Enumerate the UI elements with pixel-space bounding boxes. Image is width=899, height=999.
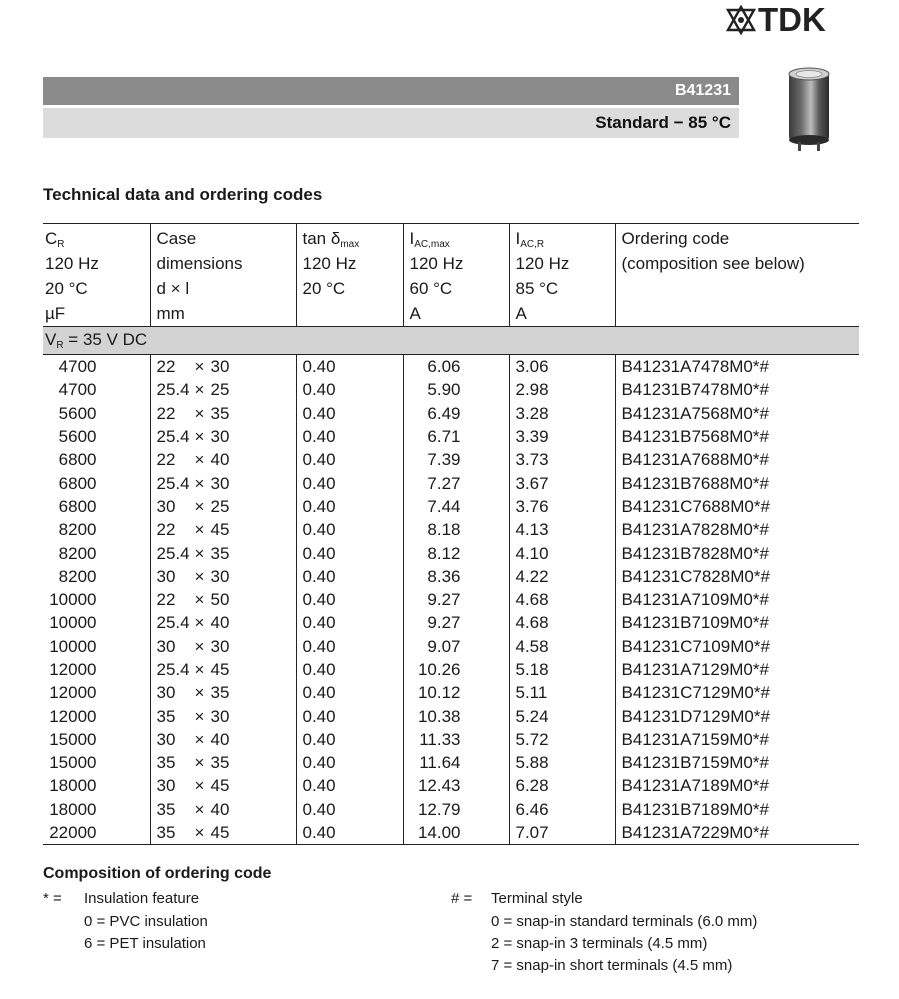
terminal-option: 7 = snap-in short terminals (4.5 mm) (491, 957, 733, 974)
times-symbol: × (194, 473, 205, 493)
times-symbol: × (194, 357, 205, 377)
table-row (43, 425, 859, 448)
times-symbol: × (194, 660, 205, 679)
times-symbol: × (194, 450, 205, 470)
terminal-label: Terminal style (491, 890, 583, 907)
case-dimensions-cell (150, 378, 296, 401)
times-symbol: × (194, 566, 205, 586)
tdk-logo (726, 2, 826, 38)
capacitance-cell: 4700 (58, 357, 97, 377)
case-dimensions-cell (150, 355, 296, 379)
iac-r-cell: 5.72 (509, 728, 615, 751)
capacitance-cell: 8200 (58, 543, 97, 563)
case-length: 40 (210, 799, 230, 819)
iac-r-cell: 3.67 (509, 471, 615, 494)
times-symbol: × (194, 520, 205, 540)
times-symbol: × (194, 427, 205, 447)
header-tan-delta: $\tan \delta_{max}$ 120 Hz 20 °C (296, 224, 403, 327)
ordering-code-cell: B41231C7129M0*# (615, 681, 859, 704)
iac-r-cell: 4.68 (509, 611, 615, 634)
capacitance-cell: 12000 (49, 660, 97, 679)
case-length: 30 (210, 636, 230, 656)
case-length: 45 (210, 660, 230, 679)
voltage-group-label: $V_R = 35$ V DC (43, 327, 859, 355)
case-diameter: 30 (156, 496, 176, 516)
case-diameter: 30 (156, 683, 176, 703)
case-diameter: 22 (156, 520, 176, 540)
insulation-symbol: * = (43, 890, 62, 907)
table-row (43, 611, 859, 634)
times-symbol: × (194, 590, 205, 610)
tan-delta-cell: 0.40 (296, 751, 403, 774)
iac-max-cell: 8.18 (403, 518, 509, 541)
capacitance-cell: 6800 (58, 496, 97, 516)
case-dimensions-cell (150, 798, 296, 821)
case-dimensions-cell (150, 471, 296, 494)
iac-r-cell: 6.28 (509, 774, 615, 797)
iac-r-cell: 5.18 (509, 658, 615, 681)
ordering-code-cell: B41231A7229M0*# (615, 821, 859, 845)
iac-r-cell: 4.68 (509, 588, 615, 611)
times-symbol: × (194, 496, 205, 516)
table-row (43, 681, 859, 704)
technical-data-table (43, 223, 859, 845)
times-symbol: × (194, 613, 205, 633)
iac-max-cell: 8.36 (403, 565, 509, 588)
case-dimensions-cell (150, 541, 296, 564)
tan-delta-cell: 0.40 (296, 774, 403, 797)
case-dimensions-cell (150, 448, 296, 471)
iac-r-cell: 4.13 (509, 518, 615, 541)
case-diameter: 22 (156, 450, 176, 470)
case-diameter: 25.4 (156, 660, 190, 679)
iac-max-cell: 5.90 (403, 378, 509, 401)
iac-max-cell: 10.38 (403, 704, 509, 727)
ordering-code-cell: B41231B7568M0*# (615, 425, 859, 448)
case-dimensions-cell (150, 658, 296, 681)
tan-delta-cell: 0.40 (296, 402, 403, 425)
iac-max-cell: 10.26 (403, 658, 509, 681)
iac-r-cell: 3.06 (509, 355, 615, 379)
ordering-code-cell: B41231B7688M0*# (615, 471, 859, 494)
iac-r-cell: 3.73 (509, 448, 615, 471)
ordering-code-cell: B41231B7189M0*# (615, 798, 859, 821)
table-row (43, 728, 859, 751)
iac-r-cell: 5.24 (509, 704, 615, 727)
tan-delta-cell: 0.40 (296, 378, 403, 401)
times-symbol: × (194, 706, 205, 726)
case-length: 25 (210, 496, 230, 516)
case-dimensions-cell (150, 402, 296, 425)
iac-r-cell: 4.22 (509, 565, 615, 588)
tan-delta-cell: 0.40 (296, 798, 403, 821)
terminal-option: 2 = snap-in 3 terminals (4.5 mm) (491, 935, 708, 952)
ordering-code-cell: B41231B7109M0*# (615, 611, 859, 634)
case-length: 35 (210, 543, 230, 563)
iac-max-cell: 7.44 (403, 495, 509, 518)
case-dimensions-cell (150, 635, 296, 658)
capacitance-cell: 10000 (49, 590, 97, 610)
iac-r-cell: 3.28 (509, 402, 615, 425)
tan-delta-cell: 0.40 (296, 425, 403, 448)
iac-r-cell: 3.39 (509, 425, 615, 448)
ordering-code-cell: B41231B7478M0*# (615, 378, 859, 401)
case-length: 45 (210, 520, 230, 540)
capacitance-cell: 6800 (58, 473, 97, 493)
times-symbol: × (194, 380, 205, 400)
case-dimensions-cell (150, 425, 296, 448)
iac-max-cell: 6.06 (403, 355, 509, 379)
tan-delta-cell: 0.40 (296, 681, 403, 704)
table-row (43, 448, 859, 471)
capacitance-cell: 18000 (49, 799, 97, 819)
iac-max-cell: 6.49 (403, 402, 509, 425)
capacitance-cell: 15000 (49, 729, 97, 749)
ordering-code-cell: B41231B7828M0*# (615, 541, 859, 564)
case-dimensions-cell (150, 588, 296, 611)
header-ordering-code: Ordering code (composition see below) (615, 224, 859, 327)
case-diameter: 30 (156, 566, 176, 586)
insulation-option: 0 = PVC insulation (84, 913, 208, 930)
case-diameter: 35 (156, 799, 176, 819)
times-symbol: × (194, 729, 205, 749)
times-symbol: × (194, 543, 205, 563)
iac-max-cell: 8.12 (403, 541, 509, 564)
iac-max-cell: 7.27 (403, 471, 509, 494)
case-diameter: 30 (156, 729, 176, 749)
table-row (43, 751, 859, 774)
case-length: 35 (210, 753, 230, 773)
ordering-code-cell: B41231A7568M0*# (615, 402, 859, 425)
ordering-code-cell: B41231A7828M0*# (615, 518, 859, 541)
voltage-group-row (43, 327, 859, 355)
capacitance-cell: 10000 (49, 613, 97, 633)
iac-max-cell: 9.27 (403, 588, 509, 611)
header-capacitance: $C_R$ 120 Hz 20 °C µF (43, 224, 150, 327)
iac-r-cell: 3.76 (509, 495, 615, 518)
case-dimensions-cell (150, 728, 296, 751)
tan-delta-cell: 0.40 (296, 821, 403, 845)
iac-r-cell: 5.88 (509, 751, 615, 774)
iac-r-cell: 5.11 (509, 681, 615, 704)
iac-max-cell: 6.71 (403, 425, 509, 448)
header-case: Case dimensions d × l mm (150, 224, 296, 327)
case-dimensions-cell (150, 565, 296, 588)
table-row (43, 518, 859, 541)
iac-max-cell: 7.39 (403, 448, 509, 471)
tan-delta-cell: 0.40 (296, 588, 403, 611)
capacitance-cell: 10000 (49, 636, 97, 656)
tdk-emblem-icon (726, 5, 756, 35)
case-length: 40 (210, 613, 230, 633)
case-length: 45 (210, 776, 230, 796)
case-length: 30 (210, 473, 230, 493)
ordering-code-cell: B41231C7109M0*# (615, 635, 859, 658)
iac-max-cell: 11.64 (403, 751, 509, 774)
case-dimensions-cell (150, 751, 296, 774)
iac-r-cell: 7.07 (509, 821, 615, 845)
tan-delta-cell: 0.40 (296, 704, 403, 727)
part-number-bar (43, 77, 739, 105)
case-diameter: 25.4 (156, 380, 190, 400)
table-header-row (43, 224, 859, 327)
part-number: B41231 (674, 82, 731, 99)
iac-r-cell: 2.98 (509, 378, 615, 401)
tan-delta-cell: 0.40 (296, 611, 403, 634)
iac-max-cell: 12.79 (403, 798, 509, 821)
times-symbol: × (194, 799, 205, 819)
case-dimensions-cell (150, 681, 296, 704)
table-row (43, 821, 859, 845)
insulation-label: Insulation feature (84, 890, 200, 907)
ordering-code-cell: B41231A7688M0*# (615, 448, 859, 471)
times-symbol: × (194, 636, 205, 656)
case-diameter: 22 (156, 357, 176, 377)
table-row (43, 588, 859, 611)
tan-delta-cell: 0.40 (296, 728, 403, 751)
case-length: 40 (210, 450, 230, 470)
case-diameter: 25.4 (156, 427, 190, 447)
ordering-code-cell: B41231C7828M0*# (615, 565, 859, 588)
iac-max-cell: 14.00 (403, 821, 509, 845)
case-length: 45 (210, 823, 230, 843)
series-title: Standard − 85 °C (595, 113, 731, 132)
ordering-code-cell: B41231D7129M0*# (615, 704, 859, 727)
capacitance-cell: 15000 (49, 753, 97, 773)
times-symbol: × (194, 823, 205, 843)
tan-delta-cell: 0.40 (296, 658, 403, 681)
table-row (43, 565, 859, 588)
series-bar (43, 108, 739, 138)
case-length: 30 (210, 357, 230, 377)
tan-delta-cell: 0.40 (296, 471, 403, 494)
tan-delta-cell: 0.40 (296, 541, 403, 564)
iac-max-cell: 9.27 (403, 611, 509, 634)
table-row (43, 774, 859, 797)
tan-delta-cell: 0.40 (296, 565, 403, 588)
iac-r-cell: 6.46 (509, 798, 615, 821)
tan-delta-cell: 0.40 (296, 518, 403, 541)
table-row (43, 658, 859, 681)
table-row (43, 798, 859, 821)
case-length: 30 (210, 427, 230, 447)
case-diameter: 35 (156, 823, 176, 843)
ordering-code-cell: B41231A7129M0*# (615, 658, 859, 681)
table-row (43, 402, 859, 425)
tan-delta-cell: 0.40 (296, 355, 403, 379)
ordering-code-cell: B41231C7688M0*# (615, 495, 859, 518)
table-row (43, 355, 859, 379)
table-row (43, 471, 859, 494)
capacitance-cell: 12000 (49, 706, 97, 726)
tan-delta-cell: 0.40 (296, 635, 403, 658)
case-diameter: 25.4 (156, 473, 190, 493)
case-length: 25 (210, 380, 230, 400)
ordering-code-cell: B41231A7189M0*# (615, 774, 859, 797)
capacitor-image (786, 66, 832, 152)
iac-max-cell: 10.12 (403, 681, 509, 704)
times-symbol: × (194, 683, 205, 703)
table-row (43, 635, 859, 658)
case-length: 40 (210, 729, 230, 749)
case-dimensions-cell (150, 611, 296, 634)
tan-delta-cell: 0.40 (296, 495, 403, 518)
case-dimensions-cell (150, 774, 296, 797)
case-length: 30 (210, 566, 230, 586)
iac-r-cell: 4.10 (509, 541, 615, 564)
terminal-symbol: # = (451, 890, 473, 907)
table-row (43, 541, 859, 564)
case-dimensions-cell (150, 495, 296, 518)
ordering-code-cell: B41231B7159M0*# (615, 751, 859, 774)
case-length: 50 (210, 590, 230, 610)
capacitance-cell: 4700 (58, 380, 97, 400)
tan-delta-cell: 0.40 (296, 448, 403, 471)
iac-r-cell: 4.58 (509, 635, 615, 658)
case-diameter: 30 (156, 776, 176, 796)
iac-max-cell: 11.33 (403, 728, 509, 751)
table-row (43, 704, 859, 727)
case-length: 35 (210, 683, 230, 703)
capacitance-cell: 6800 (58, 450, 97, 470)
capacitance-cell: 8200 (58, 566, 97, 586)
case-diameter: 30 (156, 636, 176, 656)
composition-title: Composition of ordering code (43, 865, 272, 882)
capacitance-cell: 12000 (49, 683, 97, 703)
case-diameter: 35 (156, 753, 176, 773)
terminal-option: 0 = snap-in standard terminals (6.0 mm) (491, 913, 758, 930)
case-diameter: 25.4 (156, 543, 190, 563)
ordering-code-cell: B41231A7109M0*# (615, 588, 859, 611)
case-diameter: 35 (156, 706, 176, 726)
times-symbol: × (194, 403, 205, 423)
table-row (43, 495, 859, 518)
iac-max-cell: 12.43 (403, 774, 509, 797)
times-symbol: × (194, 753, 205, 773)
capacitance-cell: 18000 (49, 776, 97, 796)
capacitance-cell: 22000 (43, 821, 150, 845)
capacitance-cell: 5600 (58, 403, 97, 423)
case-dimensions-cell (150, 518, 296, 541)
case-diameter: 25.4 (156, 613, 190, 633)
case-diameter: 22 (156, 590, 176, 610)
header-iac-r: $I_{AC,R}$ 120 Hz 85 °C A (509, 224, 615, 327)
case-dimensions-cell (150, 821, 296, 845)
times-symbol: × (194, 776, 205, 796)
case-diameter: 22 (156, 403, 176, 423)
logo-text: TDK (758, 1, 826, 38)
capacitance-cell: 8200 (58, 520, 97, 540)
ordering-code-cell: B41231A7159M0*# (615, 728, 859, 751)
table-row (43, 378, 859, 401)
iac-max-cell: 9.07 (403, 635, 509, 658)
case-length: 35 (210, 403, 230, 423)
capacitance-cell: 5600 (58, 427, 97, 447)
case-dimensions-cell (150, 704, 296, 727)
case-length: 30 (210, 706, 230, 726)
ordering-code-cell: B41231A7478M0*# (615, 355, 859, 379)
insulation-option: 6 = PET insulation (84, 935, 206, 952)
header-iac-max: $I_{AC,max}$ 120 Hz 60 °C A (403, 224, 509, 327)
section-title: Technical data and ordering codes (43, 185, 323, 204)
